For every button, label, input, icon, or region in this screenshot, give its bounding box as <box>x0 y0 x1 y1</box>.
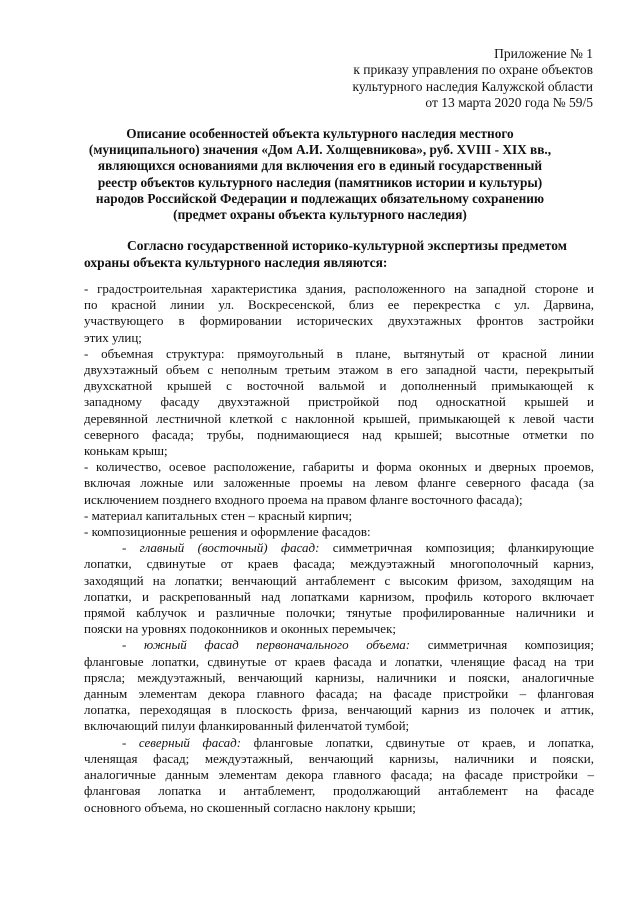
text-line: по красной линии ул. Воскресенской, близ ее перекрестка с ул. Дарвина, <box>84 297 594 313</box>
lead-line: охраны объекта культурного наследия являются: <box>84 254 388 270</box>
text-line: прямой каблучок и различные полочки; тянутые профилированные наличники и <box>84 605 594 621</box>
text-line: пояски на уровнях подоконников и оконных перемычек; <box>84 621 397 637</box>
appendix-line: к приказу управления по охране объектов <box>353 62 593 78</box>
text-line: фланговые лопатки, сдвинутые от краев фасада и лопатки, членящие фасад на три <box>84 653 594 669</box>
lead-paragraph <box>84 238 594 271</box>
text-line: деревянной лестничной клеткой с наклонной крышей, примыкающей к левой части <box>84 410 594 426</box>
text-line: прясла; междуэтажный, венчающий карнизы, наличники и пояски, аналогичные <box>84 669 594 685</box>
facade-label: южный фасад первоначального объема: <box>143 637 411 653</box>
facade-label: главный (восточный) фасад: <box>139 540 320 556</box>
text-line: двухскатной крышей с восточной вальмой и дополненный примыкающей к <box>84 378 594 394</box>
lead-line: Согласно государственной историко-культурной экспертизы предметом <box>127 238 567 253</box>
facade-label: северный фасад: <box>138 734 242 750</box>
text-line: участвующего в формировании исторических двухэтажных фронтов застройки <box>84 313 594 329</box>
text-line: лопатки, сдвинутые от краев фасада; междуэтажный многополочный карниз, <box>84 556 594 572</box>
text-line: - северный фасад: фланговые лопатки, сдвинутые от краев, и лопатка, <box>122 734 594 750</box>
item-openings <box>84 459 594 508</box>
document-title <box>82 126 558 223</box>
text-line: - главный (восточный) фасад: симметричная композиция; фланкирующие <box>122 540 595 556</box>
text-line: двухэтажный объем с неполным третьим этажом в его западной части, перекрытый <box>84 362 594 378</box>
title-line: (муниципального) значения «Дом А.И. Холщевникова», руб. XVIII - XIX вв., <box>88 142 552 158</box>
title-line: являющихся основаниями для включения его в единый государственный <box>97 158 543 174</box>
text-line: заходящий на лопатки; венчающий антаблемент с высоким фризом, заходящим на <box>84 572 594 588</box>
text-line: членящая фасад; междуэтажный, венчающий карнизы, наличники и пояски, <box>84 750 594 766</box>
item-volume-structure <box>84 346 594 459</box>
text-line: западному фасаду двухэтажной пристройкой под односкатной крышей и <box>84 394 594 410</box>
text-line: этих улиц; <box>84 329 142 345</box>
text-line: - градостроительная характеристика здания, расположенного на западной стороне и <box>84 281 594 296</box>
text-line: - южный фасад первоначального объема: симметричная композиция; <box>122 637 594 653</box>
text-line: лопатки, и раскрепованный над лопатками карнизом, профиль которого включает <box>84 588 594 604</box>
text-line: конькам крыш; <box>84 443 168 459</box>
title-line: реестр объектов культурного наследия (памятников истории и культуры) <box>97 174 543 190</box>
item-north-facade <box>84 735 594 816</box>
appendix-line: культурного наследия Калужской области <box>352 78 593 94</box>
text-line: аналогичные данным элементам декора главного фасада; на фасаде пристройки – <box>84 767 594 783</box>
text-line: фланговая лопатка и антаблемент, продолжающий антаблемент на фасаде <box>84 783 594 799</box>
protection-items <box>84 281 594 816</box>
item-main-facade <box>84 540 594 637</box>
text-line: лопатка, переходящая в плоскость фриза, венчающий карниз из полочек и аттик, <box>84 702 594 718</box>
text-line: - объемная структура: прямоугольный в плане, вытянутый от красной линии <box>84 345 594 361</box>
text-line: данным элементам декора главного фасада; на фасаде пристройки – фланговая <box>84 686 594 702</box>
appendix-line: от 13 марта 2020 года № 59/5 <box>425 94 593 110</box>
text-line: - количество, осевое расположение, габариты и форма оконных и дверных проемов, <box>84 459 594 475</box>
title-line: (предмет охраны объекта культурного наследия) <box>173 207 467 223</box>
text-line: включая ложные или заложенные проемы на левом фланге северного фасада (за <box>84 475 594 491</box>
text-line: включающий пилуи фланкированный филенчатой тумбой; <box>84 718 410 734</box>
text-line: исключением позднего входного проема на правом фланге восточного фасада); <box>84 491 523 507</box>
appendix-line: Приложение № 1 <box>494 46 593 61</box>
appendix-header <box>352 46 593 111</box>
item-south-facade <box>84 637 594 734</box>
title-line: Описание особенностей объекта культурного наследия местного <box>126 126 514 141</box>
item-urban-planning <box>84 281 594 346</box>
text-line: основного объема, но скошенный согласно наклону крыши; <box>84 799 416 815</box>
title-line: народов Российской Федерации и подлежащих обязательному сохранению <box>95 190 545 206</box>
item-wall-material: - материал капитальных стен – красный кирпич; <box>84 507 353 523</box>
item-facade-composition: - композиционные решения и оформление фасадов: <box>84 524 371 540</box>
text-line: северного фасада; трубы, поднимающиеся над крышей; высотные отметки по <box>84 426 594 442</box>
